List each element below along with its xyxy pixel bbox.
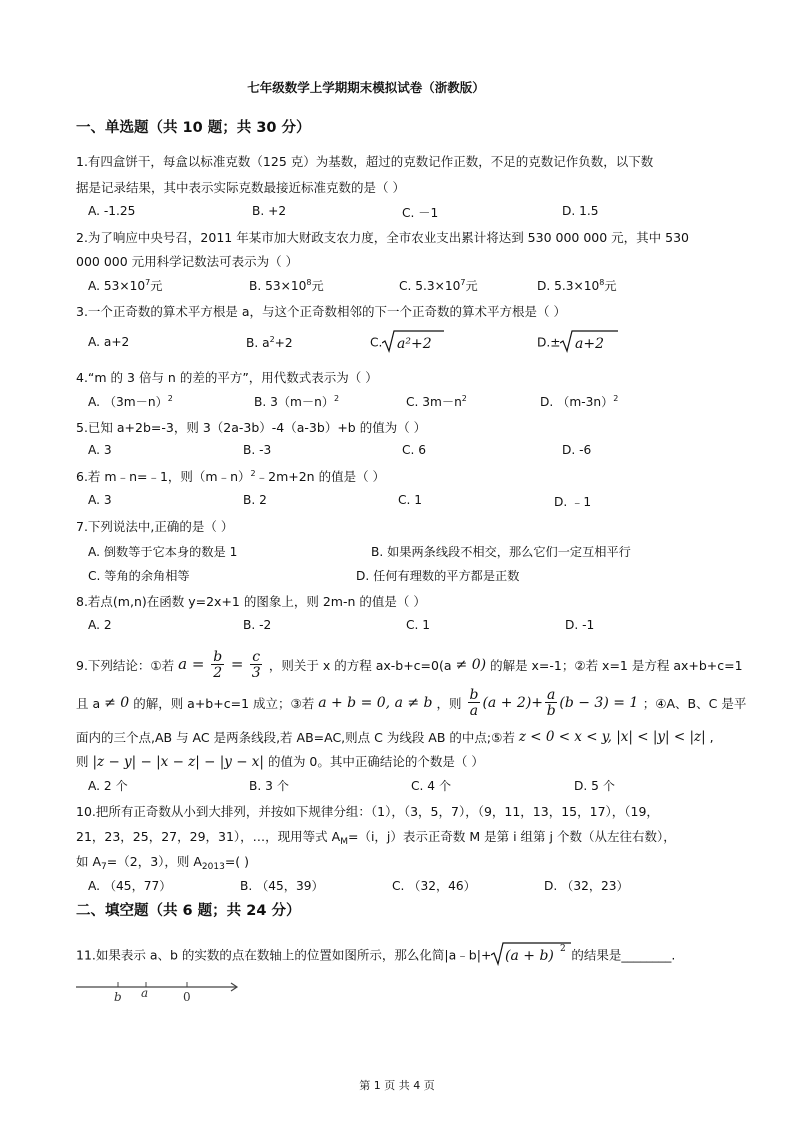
svg-text:a+2: a+2 bbox=[575, 336, 605, 352]
q2-option-d: D. $5.3\times 10^8$元 bbox=[537, 278, 617, 293]
question-10-line-3: 如 $A_7=(2$，3），则 $A_{2013}=$( ) bbox=[76, 854, 250, 872]
q1-option-b: B. +2 bbox=[252, 204, 287, 218]
q6-option-d: D. ﹣1 bbox=[554, 495, 592, 509]
q9-option-c: C. 4 个 bbox=[411, 779, 452, 793]
sqrt-symbol-c bbox=[382, 329, 444, 356]
q4-option-c: C. $3m-n^2$ bbox=[406, 394, 467, 409]
section-heading-fill-blank: 二、填空题（共 6 题；共 24 分） bbox=[76, 903, 301, 919]
svg-text:(a + b): (a + b) bbox=[505, 948, 555, 964]
q9-neq-zero-2: ≠ 0 bbox=[104, 695, 130, 711]
question-4-line-1: 4.“m 的 3 倍与 n 的差的平方”，用代数式表示为（ ） bbox=[76, 370, 378, 385]
question-9-line-2: 且 a ≠ 0 的解，则 a+b+c=1 成立；③若 a + b = 0, a ≠ b ，则 $\frac{b}{a}$ (a + 2)+ $\frac{a}{b}$ (b − 3) = 1 ；④A、B、C 是平 bbox=[76, 687, 747, 719]
question-2-line-1: 2.为了响应中央号召，2011 年某市加大财政支农力度，全市农业支出累计将达到 530 000 000 元，其中 530 bbox=[76, 230, 690, 245]
q5-option-a: A. 3 bbox=[88, 443, 112, 457]
q2-option-b: B. $53\times 10^8$元 bbox=[249, 278, 324, 293]
label-a: a bbox=[141, 986, 149, 1000]
q8-option-c: C. 1 bbox=[406, 618, 431, 632]
q9-formula-ratio: a = $\frac{b}{2}$ = $\frac{c}{3}$ bbox=[178, 649, 261, 681]
q1-option-c: C. －1 bbox=[402, 206, 439, 220]
q9-option-b: B. 3 个 bbox=[249, 779, 289, 793]
q3-option-c: C. a²+2 bbox=[370, 329, 444, 356]
q10-option-d: D. （32，23） bbox=[544, 879, 629, 893]
q9-option-a: A. 2 个 bbox=[88, 779, 128, 793]
q4-option-a: A. $(3m-n)^2$ bbox=[88, 394, 173, 409]
q7-option-b: B. 如果两条线段不相交，那么它们一定互相平行 bbox=[371, 545, 631, 559]
q8-option-a: A. 2 bbox=[88, 618, 112, 632]
q4-option-d: D. $(m-3n)^2$ bbox=[540, 394, 619, 409]
sqrt-symbol-d bbox=[560, 329, 618, 356]
svg-text:a²+2: a²+2 bbox=[397, 336, 432, 352]
question-10-line-2: 21，23，25，27，29，31），…，现用等式 $A_M=(i$，j）表示正奇数 M 是第 i 组第 j 个数（从左往右数）， bbox=[76, 829, 676, 847]
question-1-line-1: 1.有四盒饼干，每盒以标准克数（125 克）为基数，超过的克数记作正数，不足的克数记作负数，以下数 bbox=[76, 154, 654, 169]
q4-option-b: B. $3(m-n)^2$ bbox=[254, 394, 340, 409]
question-1-line-2: 据是记录结果，其中表示实际克数最接近标准克数的是（ ） bbox=[76, 180, 405, 195]
q8-option-d: D. -1 bbox=[565, 618, 595, 632]
q9-formula-abs: |z − y| − |x − z| − |y − x| bbox=[92, 754, 264, 770]
page-title-text: 七年级数学上学期期末模拟试卷（浙教版） bbox=[247, 80, 485, 95]
q10-option-c: C. （32，46） bbox=[392, 879, 476, 893]
question-7-line-1: 7.下列说法中,正确的是（ ） bbox=[76, 519, 234, 534]
question-2-line-2: 000 000 元用科学记数法可表示为（ ） bbox=[76, 254, 299, 269]
q2-option-c: C. $5.3\times 10^7$元 bbox=[399, 278, 478, 293]
question-3-line-1: 3.一个正奇数的算术平方根是 a，与这个正奇数相邻的下一个正奇数的算术平方根是（ ） bbox=[76, 304, 567, 319]
q1-option-d: D. 1.5 bbox=[562, 204, 599, 218]
label-b: b bbox=[114, 990, 122, 1004]
q5-option-b: B. -3 bbox=[243, 443, 272, 457]
q9-option-d: D. 5 个 bbox=[574, 779, 615, 793]
question-6-line-1: 6.若 m﹣n=﹣1，则（m﹣n）$^2$﹣2m+2n 的值是（ ） bbox=[76, 469, 386, 484]
q3-option-b: B. $a^2+2$ bbox=[246, 335, 293, 350]
q3-option-d: D.± a+2 bbox=[537, 329, 618, 356]
question-5-line-1: 5.已知 a+2b=-3，则 3（2a-3b）-4（a-3b）+b 的值为（ ） bbox=[76, 420, 427, 435]
q7-option-d: D. 任何有理数的平方都是正数 bbox=[356, 569, 520, 583]
question-9-line-1: 9.下列结论：①若 a = $\frac{b}{2}$ = $\frac{c}{3}$ ，则关于 x 的方程 ax-b+c=0(a ≠ 0) 的解是 x=-1；②若 x=1 是方程 ax+b+c=1 bbox=[76, 649, 743, 681]
question-9-line-4: 则 |z − y| − |x − z| − |y − x| 的值为 0。其中正确结论的个数是（ ） bbox=[76, 754, 484, 770]
q10-option-b: B. （45，39） bbox=[240, 879, 324, 893]
section-heading-single-choice: 一、单选题（共 10 题；共 30 分） bbox=[76, 120, 311, 136]
label-zero: 0 bbox=[183, 990, 191, 1004]
question-11-line-1: 11.如果表示 a、b 的实数的点在数轴上的位置如图所示，那么化简|a﹣b|+ (a + b) 2 的结果是________. bbox=[76, 940, 675, 969]
q8-option-b: B. -2 bbox=[243, 618, 272, 632]
sqrt-symbol-q11 bbox=[491, 940, 571, 969]
q9-neq-zero: ≠ 0) bbox=[455, 657, 487, 673]
q9-formula-fraction-eq: $\frac{b}{a}$ (a + 2)+ $\frac{a}{b}$ (b − 3) = 1 bbox=[469, 687, 643, 719]
q6-option-c: C. 1 bbox=[398, 493, 423, 507]
q7-option-c: C. 等角的余角相等 bbox=[88, 569, 190, 583]
q3-option-a: A. a+2 bbox=[88, 335, 130, 349]
question-10-line-1: 10.把所有正奇数从小到大排列，并按如下规律分组：（1），（3，5，7），（9，11，13，15，17），（19， bbox=[76, 804, 659, 819]
q2-option-a: A. $53\times 10^7$元 bbox=[88, 278, 163, 293]
q6-option-a: A. 3 bbox=[88, 493, 112, 507]
q1-option-a: A. -1.25 bbox=[88, 204, 136, 218]
page-footer: 第 1 页 共 4 页 bbox=[359, 1079, 435, 1092]
q5-option-c: C. 6 bbox=[402, 443, 427, 457]
page-title bbox=[0, 78, 794, 96]
number-line-diagram bbox=[74, 976, 242, 1006]
q9-formula-sum: a + b = 0, a ≠ b bbox=[318, 695, 433, 711]
q9-formula-inequality: z < 0 < x < y, |x| < |y| < |z| bbox=[518, 729, 706, 745]
q5-option-d: D. -6 bbox=[562, 443, 592, 457]
q7-option-a: A. 倒数等于它本身的数是 1 bbox=[88, 545, 238, 559]
q6-option-b: B. 2 bbox=[243, 493, 267, 507]
q10-option-a: A. （45，77） bbox=[88, 879, 172, 893]
question-9-line-3: 面内的三个点,AB 与 AC 是两条线段,若 AB=AC,则点 C 为线段 AB 的中点;⑤若 z < 0 < x < y, |x| < |y| < |z| , bbox=[76, 729, 714, 745]
question-8-line-1: 8.若点(m,n)在函数 y=2x+1 的图象上，则 2m-n 的值是（ ） bbox=[76, 594, 426, 609]
svg-text:2: 2 bbox=[560, 944, 567, 954]
